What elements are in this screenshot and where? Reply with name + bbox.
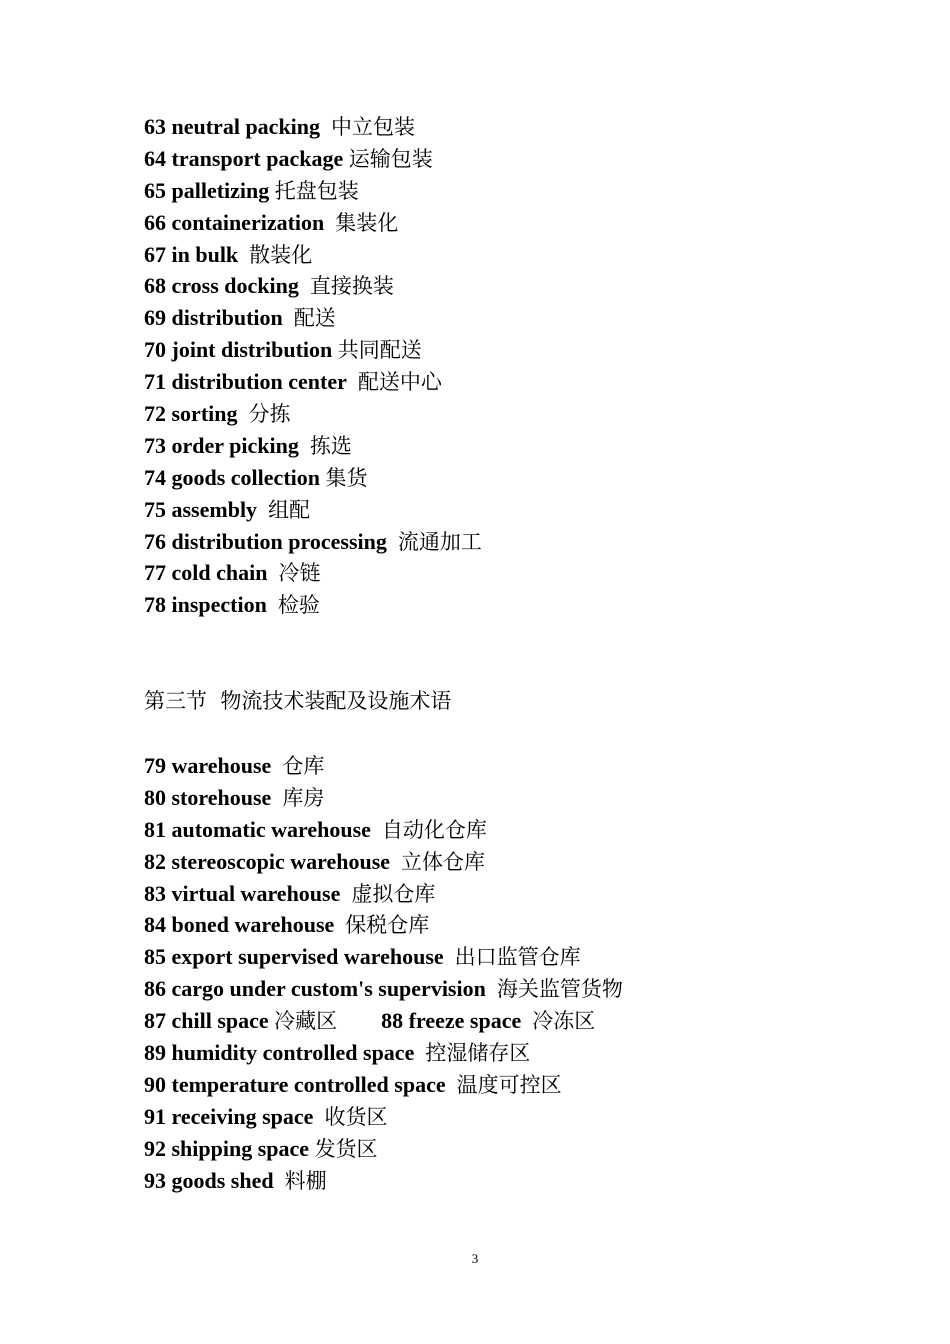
term-entry [144, 143, 864, 175]
term-entry [144, 207, 864, 239]
term-entry [144, 909, 864, 941]
term-number: 88 [381, 1008, 404, 1034]
term-number: 73 [144, 432, 166, 458]
term-number: 87 [144, 1008, 166, 1034]
term-number: 82 [144, 848, 166, 874]
term-english: stereoscopic warehouse [171, 848, 391, 874]
term-english: export supervised warehouse [171, 944, 444, 970]
term-chinese: 配送中心 [357, 370, 442, 395]
term-english: humidity controlled space [171, 1040, 415, 1066]
term-english: storehouse [171, 784, 272, 810]
term-chinese: 收货区 [324, 1104, 388, 1129]
term-english: in bulk [171, 241, 239, 267]
term-entry [144, 494, 864, 526]
term-number: 75 [144, 496, 166, 522]
term-chinese: 海关监管货物 [496, 977, 623, 1002]
term-number: 68 [144, 273, 166, 299]
term-number: 63 [144, 114, 166, 139]
term-number: 67 [144, 241, 166, 267]
term-english: temperature controlled space [171, 1071, 446, 1097]
term-entry [144, 782, 864, 814]
term-entry [144, 1165, 864, 1197]
term-english: distribution center [171, 369, 347, 395]
term-chinese: 配送 [293, 306, 336, 331]
term-chinese: 出口监管仓库 [454, 945, 581, 970]
term-english: virtual warehouse [171, 880, 341, 906]
term-english: distribution [171, 305, 283, 331]
term-entry [144, 462, 864, 494]
term-list-section-2 [144, 111, 864, 621]
term-english: shipping space [171, 1135, 310, 1161]
term-chinese: 集装化 [335, 210, 399, 235]
term-entry [144, 366, 864, 398]
term-english: cross docking [171, 273, 299, 299]
term-english: receiving space [171, 1103, 314, 1129]
term-english: distribution processing [171, 528, 387, 554]
term-number: 81 [144, 816, 166, 842]
section-heading: 第三节 物流技术装配及设施术语 [144, 689, 452, 713]
term-number: 65 [144, 177, 166, 203]
term-chinese: 保税仓库 [345, 913, 430, 938]
term-entry [144, 302, 864, 334]
term-number: 86 [144, 976, 166, 1002]
term-english: palletizing [171, 177, 270, 203]
term-chinese: 共同配送 [337, 338, 422, 363]
term-chinese: 库房 [282, 785, 325, 810]
term-entry [144, 239, 864, 271]
term-entry [144, 1133, 864, 1165]
term-entry [144, 430, 864, 462]
term-number: 64 [144, 145, 166, 171]
term-chinese: 拣选 [309, 433, 352, 458]
term-chinese: 组配 [268, 497, 311, 522]
term-number: 74 [144, 464, 166, 490]
term-chinese: 散装化 [249, 242, 313, 267]
term-entry [144, 846, 864, 878]
term-number: 71 [144, 369, 166, 395]
term-number: 77 [144, 560, 166, 586]
term-number: 85 [144, 944, 166, 970]
term-entry [144, 557, 864, 589]
term-entry [144, 1101, 864, 1133]
term-entry-second [381, 1005, 595, 1038]
term-chinese: 冷冻区 [532, 1009, 596, 1034]
term-entry [144, 526, 864, 558]
term-number: 92 [144, 1135, 166, 1161]
term-english: joint distribution [171, 337, 333, 363]
term-chinese: 自动化仓库 [381, 817, 487, 842]
term-number: 76 [144, 528, 166, 554]
term-chinese: 仓库 [282, 754, 325, 778]
term-number: 79 [144, 753, 166, 778]
term-number: 83 [144, 880, 166, 906]
term-english: assembly [171, 496, 258, 522]
term-english: freeze space [408, 1008, 522, 1034]
term-chinese: 温度可控区 [456, 1072, 562, 1097]
term-english: boned warehouse [171, 912, 335, 938]
term-english: cargo under custom's supervision [171, 976, 486, 1002]
term-entry [144, 334, 864, 366]
term-chinese: 虚拟仓库 [351, 881, 436, 906]
term-entry [144, 111, 864, 143]
term-entry [144, 1037, 864, 1069]
term-entry [144, 1069, 864, 1101]
term-english: automatic warehouse [171, 816, 371, 842]
term-number: 91 [144, 1103, 166, 1129]
term-entry [144, 878, 864, 910]
term-english: cold chain [171, 560, 268, 586]
term-chinese: 中立包装 [331, 115, 416, 139]
term-chinese: 检验 [277, 593, 320, 618]
term-entry [144, 973, 864, 1005]
term-number: 72 [144, 401, 166, 427]
term-entry [144, 750, 864, 782]
term-english: inspection [171, 592, 267, 618]
term-entry [144, 398, 864, 430]
term-chinese: 立体仓库 [401, 849, 486, 874]
term-english: neutral packing [171, 114, 321, 139]
term-chinese: 运输包装 [348, 146, 433, 171]
term-chinese: 发货区 [314, 1136, 378, 1161]
term-chinese: 集货 [325, 465, 368, 490]
term-chinese: 料棚 [284, 1168, 327, 1193]
term-number: 89 [144, 1040, 166, 1066]
term-chinese: 冷藏区 [274, 1009, 338, 1034]
term-number: 66 [144, 209, 166, 235]
term-chinese: 直接换装 [309, 274, 394, 299]
term-number: 80 [144, 784, 166, 810]
term-number: 69 [144, 305, 166, 331]
term-number: 90 [144, 1071, 166, 1097]
term-english: transport package [171, 145, 344, 171]
term-chinese: 流通加工 [397, 529, 482, 554]
term-number: 78 [144, 592, 166, 618]
term-english: warehouse [171, 753, 272, 778]
term-entry [144, 589, 864, 621]
term-number: 70 [144, 337, 166, 363]
page-number: 3 [471, 1251, 479, 1266]
term-entry [144, 270, 864, 302]
term-entry [144, 941, 864, 973]
term-entry [144, 175, 864, 207]
term-english: order picking [171, 432, 299, 458]
term-chinese: 分拣 [248, 402, 291, 427]
term-english: chill space [171, 1008, 269, 1034]
term-chinese: 托盘包装 [274, 178, 359, 203]
term-entry [144, 814, 864, 846]
term-english: goods shed [171, 1167, 274, 1193]
term-number: 93 [144, 1167, 166, 1193]
term-chinese: 冷链 [278, 561, 321, 586]
term-chinese: 控湿储存区 [425, 1041, 531, 1066]
term-english: sorting [171, 401, 238, 427]
term-list-section-3 [144, 750, 864, 1196]
term-number: 84 [144, 912, 166, 938]
term-english: containerization [171, 209, 325, 235]
term-english: goods collection [171, 464, 320, 490]
term-entry-pair [144, 1005, 864, 1037]
